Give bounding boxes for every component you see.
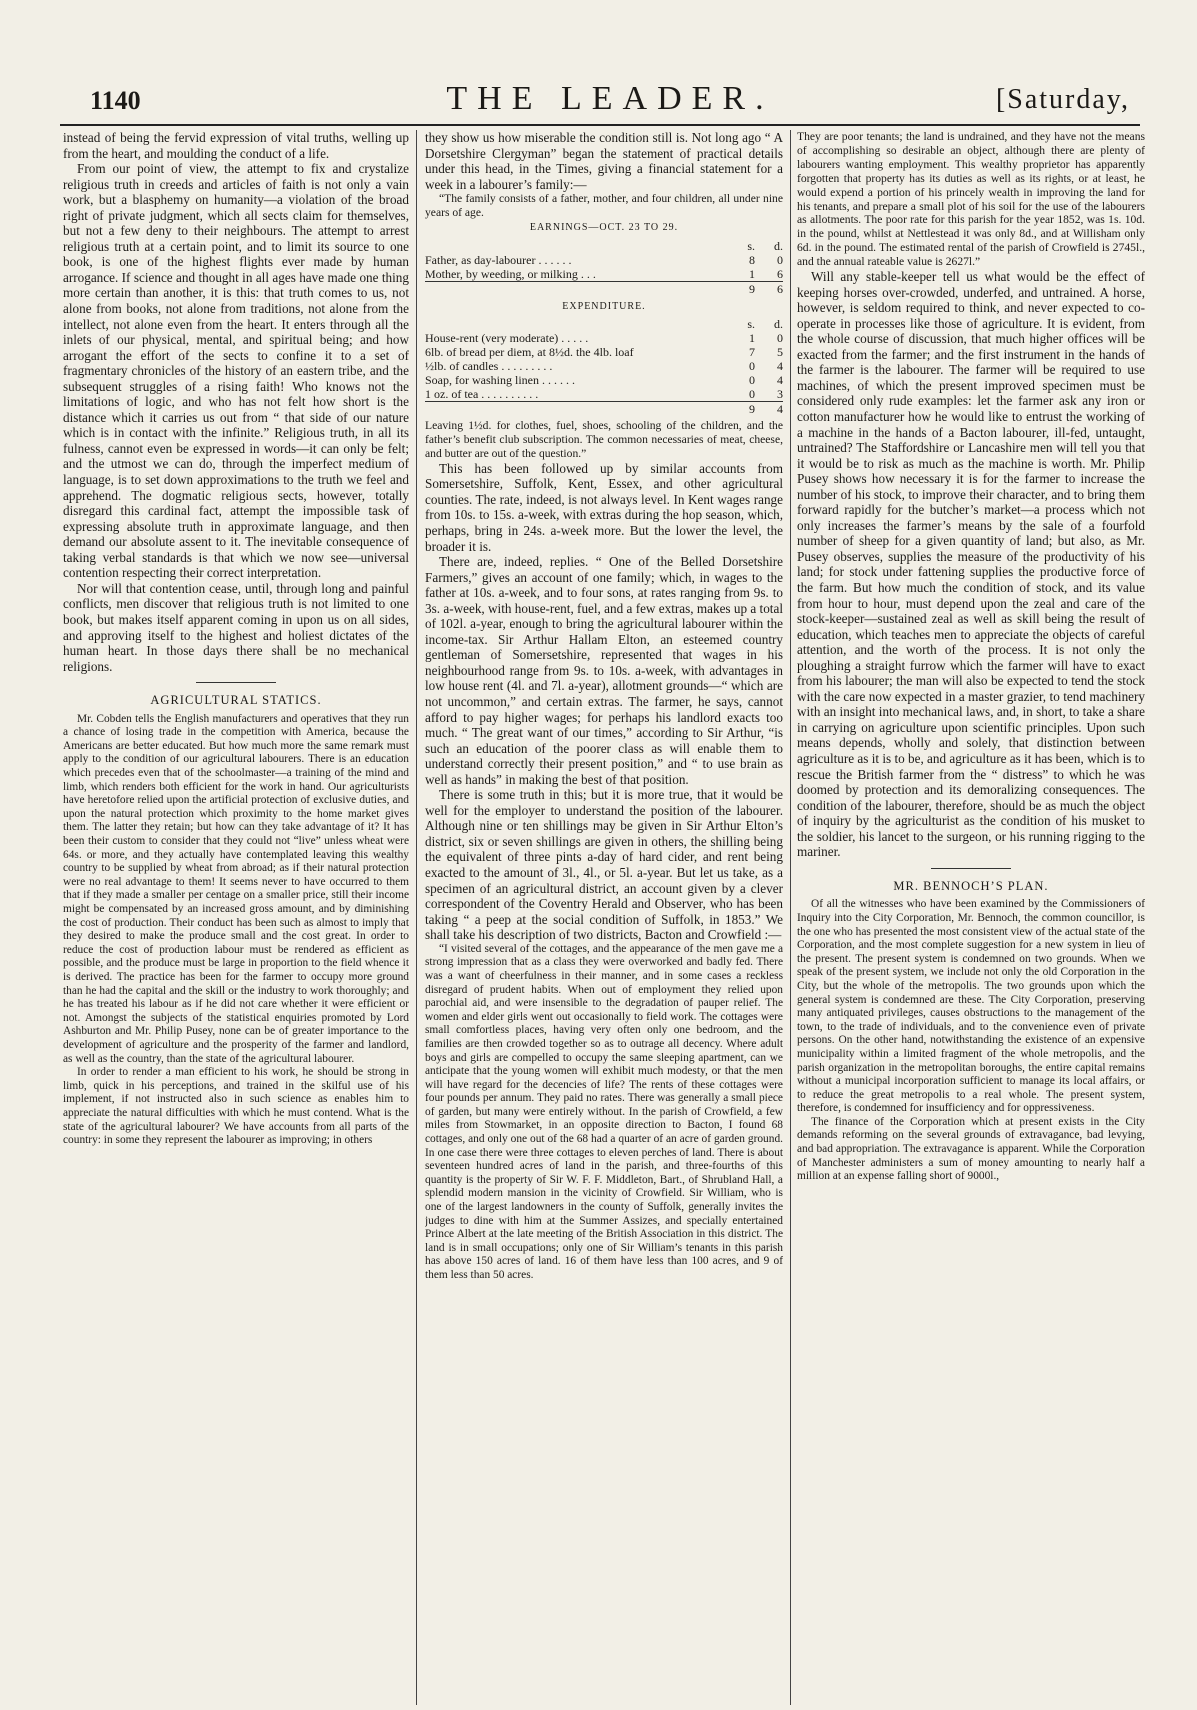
quotation: Leaving 1½d. for clothes, fuel, shoes, schooling of the children, and the father’s benefit club subscription. The common necessaries of meat, cheese, and butter are out of the question.” xyxy=(425,419,783,460)
paragraph: instead of being the fervid expression of vital truths, welling up from the heart, and moulding the conduct of a life. xyxy=(63,130,409,161)
table-caption: EXPENDITURE. xyxy=(562,300,646,312)
table-row: 6lb. of bread per diem, at 8½d. the 4lb. loaf 7 5 xyxy=(425,345,783,360)
paragraph: There is some truth in this; but it is more true, that it would be well for the employer to understand the position of the labourer. Although nine or ten shillings may be given in Sir Arthur Elton’s district, six or seven shillings are given in others, the shilling being the equivalent of three pints a-day of hard cider, and rent being exacted to the amount of 3l., 4l., or 5l. a-year. But let us take, as a specimen of an agricultural district, an account given by a clever correspondent of the Coventry Herald and Observer, who has been taking “ a peep at the social condition of Suffolk, in 1853.” We shall take his description of two districts, Bacton and Crowfield :— xyxy=(425,787,783,943)
section-heading: MR. BENNOCH’S PLAN. xyxy=(893,878,1049,893)
section-heading: AGRICULTURAL STATICS. xyxy=(150,693,322,708)
expenditure-table xyxy=(425,317,783,416)
newspaper-title: THE LEADER. xyxy=(446,80,774,117)
paragraph: Will any stable-keeper tell us what would be the effect of keeping horses over-crowded, underfed, and untrained. A horse, however, is seldom required to think, and never expected to co-operate in processes like those of agriculture. It is evident, from the whole course of discussion, that much higher offices will be exacted from the farmer; and the first instrument in the hands of the farmer is the labourer. The farmer will be required to use machines, of which the present improved specimen must be considered only rude examples: let the farmer ask any iron or cotton manufacturer how he would like to entrust the working of a machine in the hands of a Bacton labourer, ill-fed, untaught, untrained? The Staffordshire or Lancashire men will tell you that it would be to risk as much as the machine is worth. Mr. Philip Pusey shows how necessary it is for the farmer to increase the number of his stock, to improve their character, and to bring them forward rapidly for the butcher’s market—a process which not only increases the farmer’s means by the sale of a fourfold number of sheep for a given quantity of land; but also, as Mr. Pusey observes, supplies the measure of the productivity of his land; for stock under fattening supplies the productive force of the farm. But how much the condition of stock, and its value from hour to hour, must depend upon the zeal and care of the stock-keeper—sustained zeal as well as skill being the result of education, which teaches men to appreciate the objects of careful attention, and the worth of the process. It is not only the ploughing a straight furrow which the farmer will have to exact from his labourer; the man will also be expected to tend the stock with the care now expected in a master grazier, to tend machinery with an insight into mechanical laws, and, in short, to take a share in carrying on agriculture upon scientific principles. Upon such means depends, wholly and solely, that distinction between agriculture as it is to be, and agriculture as it has been, which is to rescue the British farmer from the “ distress” to which he was doomed by protection and its demoralizing consequences. The condition of the labourer, therefore, should be as much the object of inquiry by the agriculturist as the condition of his musket to the soldier, his lancet to the surgeon, or his running rigging to the mariner. xyxy=(797,269,1145,860)
table-total: 9 4 xyxy=(425,402,783,417)
masthead xyxy=(90,80,1130,120)
issue-day: [Saturday, xyxy=(995,84,1130,115)
section-rule xyxy=(931,868,1011,869)
earnings-table xyxy=(425,239,783,296)
table-row: s. d. xyxy=(747,238,783,253)
section-rule xyxy=(196,682,276,683)
table-row: Mother, by weeding, or milking . . . 1 6 xyxy=(425,266,783,281)
quotation: “I visited several of the cottages, and the appearance of the men gave me a strong impression that as a class they were overworked and badly fed. There was a want of cheerfulness in their manner, and in some cases a reckless disregard of prudent habits. When out of employment they relied upon parochial aid, and were insensible to the degradation of pauper relief. The women and elder girls went out occasionally to field work. The cottages were small comfortless places, having very often only one bedroom, and the families are then crowded together so as to outrage all decency. Where adult boys and girls are compelled to occupy the same sleeping apartment, can we anticipate that the young women will exhibit much modesty, or that the men will have regard for the decencies of life? The rents of these cottages were four pounds per annum. They paid no rates. There was generally a small piece of garden, but many were entirely without. In the parish of Crowfield, a few miles from Stowmarket, in an opposite direction to Bacton, I found 68 cottages, and only one out of the 68 had a quarter of an acre of garden ground. In one case there were three cottages to eleven perches of land. There is about seventeen hundred acres of land in the parish, and three-fourths of this quantity is the property of Sir W. F. F. Middleton, Bart., of Shrubland Hall, a splendid modern mansion in the vicinity of Crowfield. Sir William, who is one of the largest landowners in the county of Suffolk, generally invites the judges to dine with him at the Summer Assizes, and specially entertained Prince Albert at the late meeting of the British Association in this district. The land is in small occupations; only one of Sir William’s tenants in this parish has above 150 acres of land. 16 of them have less than 100 acres, and 9 of them less than 50 acres. xyxy=(425,942,783,1282)
column-rule xyxy=(790,130,791,1705)
paragraph: From our point of view, the attempt to fix and crystalize religious truth in creeds and articles of faith is not only a vain work, but a blasphemy on humanity—a violation of the broad right of private judgment, which all sects claim for themselves, but not a few deny to their neighbours. The attempt to arrest religious truth at a certain point, and to limit its source to one book, is one of the highest flights ever made by human arrogance. If science and thought in all ages have made one thing more certain than another, it is this: that truth comes to us, not alone from books, not alone from traditions, not alone from the intellect, not alone even from the heart. It enters through all the inlets of our physical, mental, and spiritual being; and how arrogant the effort of the sects to confine it to a set of fragmentary chronicles of the history of an eastern tribe, and the subsequent struggles of a rising faith! Who knows not the limitations of logic, and who has not felt how short is the distance which it carries us out from “ that side of our nature which is in contact with the infinite.” Religious truth, in all its fulness, cannot even be expressed in words—it can only be felt; and the utmost we can do, through the imperfect medium of language, is to set down approximations to the truth we feel and apprehend. The dogmatic religious sects, however, totally disregard this cardinal fact, attempt the impossible task of expressing absolute truth in approximate language, and then demand our absolute assent to it. The inevitable consequence of taking verbal standards is that which we now see—universal contention respecting their correct interpretation. xyxy=(63,161,409,581)
header-rule xyxy=(60,124,1140,126)
paragraph: Of all the witnesses who have been examined by the Commissioners of Inquiry into the City Corporation, Mr. Bennoch, the common councillor, is the one who has presented the most consistent view of the actual state of the Corporation, and the most complete suggestion for a new system in lieu of the present. The present system is condemned on two grounds. When we speak of the present system, we include not only the old Corporation in the City, but the whole of the metropolis. The two grounds upon which the general system is condemned are these. The City Corporation, preserving many antiquated privileges, causes obstructions to the management of the town, to the trade of individuals, and to the convenience even of private persons. On the other hand, notwithstanding the existence of an expensive municipality within a limited fragment of the whole metropolis, and the parish organization in the metropolitan boroughs, the entire capital remains without a municipal incorporation sufficient to manage its local affairs, or to reduce the great metropolis to a real whole. The present system, therefore, is condemned for insufficiency and for oppressiveness. xyxy=(797,898,1145,1115)
page-number: 1140 xyxy=(90,86,141,115)
quotation: “The family consists of a father, mother, and four children, all under nine years of age. xyxy=(425,192,783,220)
table-row: s. d. xyxy=(747,317,783,332)
paragraph: Nor will that contention cease, until, through long and painful conflicts, men discover that religious truth is not limited to one book, but makes itself apparent coming in upon us on all sides, and approving itself to the highest and holiest dictates of the human heart. In those days there shall be no mechanical religions. xyxy=(63,580,409,674)
paragraph: This has been followed up by similar accounts from Somersetshire, Suffolk, Kent, Essex, and other agricultural counties. The rate, indeed, is not always level. In Kent wages range from 10s. to 15s. a-week, with extras during the hop season, which, perhaps, bring in 24s. a-week more. But the lower the level, the broader it is. xyxy=(425,460,783,554)
paragraph: In order to render a man efficient to his work, he should be strong in limb, quick in his perceptions, and trained in the skilful use of his implement, if not instructed also in such science as enables him to appreciate the natural difficulties with which he must contend. What is the state of the agricultural labourer? We have accounts from all parts of the country: in some they represent the labourer as improving; in others xyxy=(63,1066,409,1147)
table-total: 9 6 xyxy=(425,281,783,296)
paragraph: There are, indeed, replies. “ One of the Belled Dorsetshire Farmers,” gives an account of one family; which, in wages to the father at 10s. a-week, and to four sons, at rates ranging from 9s. to 3s. a-week, with house-rent, fuel, and a few extras, makes up a total of 102l. a-year, enough to bring the agricultural labourer within the income-tax. Sir Arthur Hallam Elton, an esteemed country gentleman of Somersetshire, represented that wages in his neighbourhood range from 9s. to 10s. a-week, with advantages in low house rent (4l. and 7l. a-year), allotment grounds—“ which are not uncommon,” and certain extras. The farmer, he says, cannot afford to pay higher wages; for perhaps his landlord exacts too much. “ The great want of our times,” according to Sir Arthur, “is such an education of the poorer class as will enable them to understand correctly their present position,” and “ to use brain as well as hands” in making the best of that position. xyxy=(425,554,783,787)
column-3 xyxy=(797,130,1145,1705)
paragraph: The finance of the Corporation which at present exists in the City demands reforming on the several grounds of extravagance, bad levying, and bad appropriation. The extravagance is apparent. While the Corporation of Manchester administers a sum of money amounting to nearly half a million at an expense falling short of 9000l., xyxy=(797,1115,1145,1183)
table-row: Soap, for washing linen . . . . . . 0 4 xyxy=(425,373,783,388)
column-1 xyxy=(63,130,409,1705)
paragraph: they show us how miserable the condition still is. Not long ago “ A Dorsetshire Clergyman” began the statement of practical details under this head, in the Times, giving a financial statement for a week in a labourer’s family:— xyxy=(425,130,783,192)
table-row: ½lb. of candles . . . . . . . . . 0 4 xyxy=(425,359,783,374)
column-rule xyxy=(416,130,417,1705)
table-row: Father, as day-labourer . . . . . . 8 0 xyxy=(425,252,783,267)
quotation: They are poor tenants; the land is undrained, and they have not the means of accomplishing so desirable an object, although there are plenty of labourers wanting employment. This wealthy proprietor has apparently forgotten that property has its duties as well as its rights, or at least, he would expend a portion of his princely wealth in improving the land for his tenants, and prepare a small plot of his soil for the use of the labourers as allotments. The poor rate for this parish for the year 1852, was 1s. 10d. in the pound, whilst at Nettlestead it was only 8d., and at Willisham only 6d. in the pound. The estimated rental of the parish of Crowfield is 2745l., and the annual rateable value is 2627l.” xyxy=(797,130,1145,269)
table-caption: EARNINGS—OCT. 23 TO 29. xyxy=(529,222,679,233)
table-row: House-rent (very moderate) . . . . . 1 0 xyxy=(425,331,783,346)
paragraph: Mr. Cobden tells the English manufacturers and operatives that they run a chance of losing trade in the competition with America, because the Americans are better educated. But how much more the same remark must apply to the condition of our agricultural labourers. There is an education which precedes even that of the schoolmaster—a training of the mind and limb, which renders both efficient for the work in hand. Our agriculturists have heretofore relied upon the artificial protection of exclusive duties, and upon the natural protection which proximity to the home market gives them. The latter they retain; but how can they take advantage of it? It has been their custom to consider that they could not “live” unless wheat were 64s. or more, and they actually have contemplated leaving this wealthy country to be supplied by wheat from abroad; as if their natural protection were no real advantage to them! It seems never to have occurred to them that if they made a smaller per centage on a smaller price, still their income might be compensated by an increased gross amount, and by diminishing the cost of production. Their conduct has been such as almost to imply that they desired to make the produce small and the cost great. In order to reduce the cost of production labour must be rendered as efficient as possible, and the produce must be large in proportion to the field whence it is derived. The practice has been for the farmer to occupy more ground than he had the capital and the skill or the industry to work thoroughly; and he has treated his labour as if he did not care whether it were efficient or not. Amongst the subjects of the statistical enquiries promoted by Lord Ashburton and Mr. Philip Pusey, none can be of greater importance to the development of agriculture and the prosperity of the farmer and landlord, as well as the country, than the state of the agricultural labourer. xyxy=(63,712,409,1065)
column-2 xyxy=(425,130,783,1705)
table-row: 1 oz. of tea . . . . . . . . . . 0 3 xyxy=(425,387,783,402)
